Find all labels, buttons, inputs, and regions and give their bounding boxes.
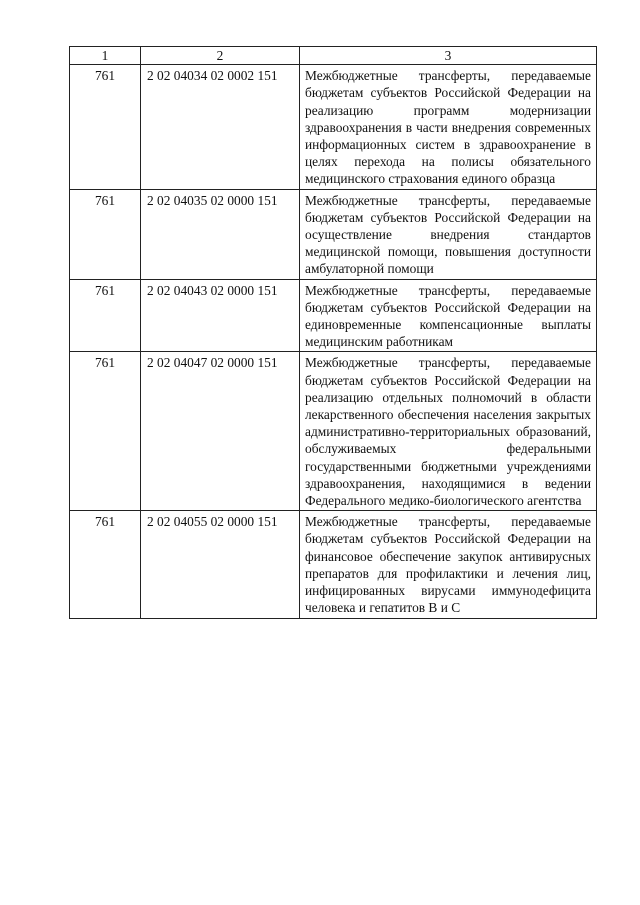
table-row <box>70 189 597 279</box>
column-header-2: 2 <box>141 47 300 65</box>
description-cell: Межбюджетные трансферты, передаваемые бюджетам субъектов Российской Федерации на финансовое обеспечение закупок антивирусных препаратов для профилактики и лечения лиц, инфицированных вирусами иммунодефицита человека и гепатитов В и С <box>300 511 597 618</box>
description-cell: Межбюджетные трансферты, передаваемые бюджетам субъектов Российской Федерации на реализацию отдельных полномочий в области лекарственного обеспечения населения закрытых административно-территориальных образований, обслуживаемых федеральными государственными бюджетными учреждениями здравоохранения, находящимися в ведении Федерального медико-биологического агентства <box>300 352 597 511</box>
budget-codes-table <box>69 46 597 619</box>
description-cell: Межбюджетные трансферты, передаваемые бюджетам субъектов Российской Федерации на единовременные компенсационные выплаты медицинским работникам <box>300 279 597 352</box>
table-row <box>70 511 597 618</box>
table-row <box>70 65 597 189</box>
admin-code-cell: 761 <box>70 511 141 618</box>
admin-code-cell: 761 <box>70 279 141 352</box>
table-row <box>70 352 597 511</box>
column-header-3: 3 <box>300 47 597 65</box>
budget-code-cell: 2 02 04047 02 0000 151 <box>141 352 300 511</box>
table-row <box>70 279 597 352</box>
budget-code-cell: 2 02 04043 02 0000 151 <box>141 279 300 352</box>
budget-code-cell: 2 02 04035 02 0000 151 <box>141 189 300 279</box>
admin-code-cell: 761 <box>70 65 141 189</box>
admin-code-cell: 761 <box>70 189 141 279</box>
budget-code-cell: 2 02 04055 02 0000 151 <box>141 511 300 618</box>
admin-code-cell: 761 <box>70 352 141 511</box>
description-cell: Межбюджетные трансферты, передаваемые бюджетам субъектов Российской Федерации на реализацию программ модернизации здравоохранения в части внедрения современных информационных систем в здравоохранение в целях перехода на полисы обязательного медицинского страхования единого образца <box>300 65 597 189</box>
header-row <box>70 47 597 65</box>
document-page <box>69 46 596 619</box>
budget-code-cell: 2 02 04034 02 0002 151 <box>141 65 300 189</box>
column-header-1: 1 <box>70 47 141 65</box>
description-cell: Межбюджетные трансферты, передаваемые бюджетам субъектов Российской Федерации на осуществление внедрения стандартов медицинской помощи, повышения доступности амбулаторной помощи <box>300 189 597 279</box>
